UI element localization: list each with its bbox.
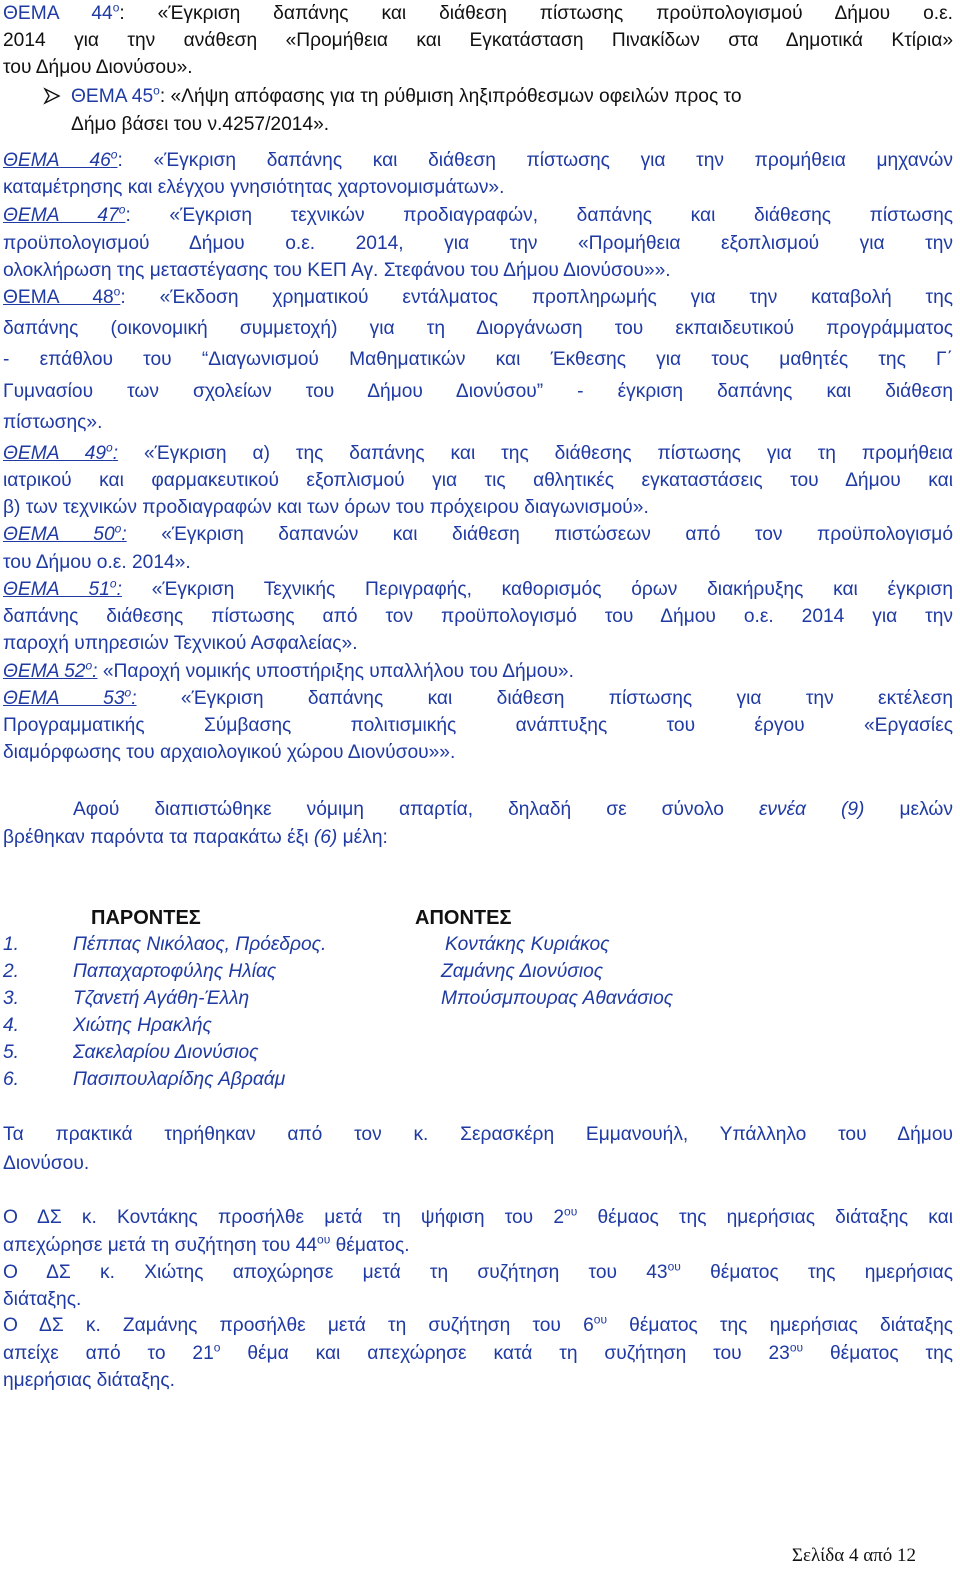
topic-48-text: : «Έκδοση χρηματικού εντάλματος προπληρωμής για την καταβολή της bbox=[120, 287, 953, 308]
topic-50-text: «Έγκριση δαπανών και διάθεση πιστώσεων από τον προϋπολογισμό bbox=[161, 524, 953, 545]
topic-46-line-2: καταμέτρησης και ελέγχου γνησιότητας χαρτονομισμάτων». bbox=[3, 177, 505, 198]
absent-item: Κοντάκης Κυριάκος bbox=[445, 934, 610, 955]
topic-50-line-1 bbox=[3, 523, 953, 547]
topic-50-label: ΘΕΜΑ $50^o$: bbox=[3, 521, 127, 545]
topic-48-line-2: δαπάνης (οικονομική συμμετοχή) για τη Διοργάνωση του εκπαιδευτικού προγράμματος bbox=[3, 318, 953, 339]
topic-53-text: «Έγκριση δαπάνης και διάθεση πίστωσης για την εκτέλεση bbox=[180, 688, 953, 709]
topic-53-line-3: διαμόρφωσης του αρχαιολογικού χώρου Διονύσου»». bbox=[3, 742, 456, 763]
topic-48-line-3: - επάθλου του “Διαγωνισμού Μαθηματικών και Έκθεσης για τους μαθητές της Γ΄ bbox=[3, 349, 953, 370]
page-number: Σελίδα 4 από 12 bbox=[791, 1545, 916, 1566]
topic-45-line-2: Δήμο βάσει του ν.4257/2014». bbox=[71, 114, 330, 135]
topic-49-line-1 bbox=[3, 442, 953, 466]
absent-header: ΑΠΟΝΤΕΣ bbox=[415, 907, 512, 929]
topic-44-line-1 bbox=[3, 2, 953, 26]
topic-44-label: ΘΕΜΑ $44^o$ bbox=[3, 0, 120, 24]
topic-47-line-2: προϋπολογισμού Δήμου ο.ε. 2014, για την «Προμήθεια εξοπλισμού για την bbox=[3, 233, 953, 254]
topic-52-label: ΘΕΜΑ $52^o$: bbox=[3, 658, 98, 682]
topic-44-line-2: 2014 για την ανάθεση «Προμήθεια και Εγκατάσταση Πινακίδων στα Δημοτικά Κτίρια» bbox=[3, 30, 953, 51]
note-1-line-2: απεχώρησε μετά τη συζήτηση του $44^{o\upsilon}$ θέματος. bbox=[3, 1232, 410, 1256]
note-1-line-1: Ο ΔΣ κ. Κοντάκης προσήλθε μετά τη ψήφιση του $2^{o\upsilon}$ θέμαος της ημερήσιας διάταξης και bbox=[3, 1204, 953, 1228]
topic-48-line-5: πίστωσης». bbox=[3, 412, 103, 433]
topic-47-line-3: ολοκλήρωση της μεταστέγασης του ΚΕΠ Αγ. Στεφάνου του Δήμου Διονύσου»». bbox=[3, 260, 671, 281]
topic-51-line-1 bbox=[3, 578, 953, 602]
topic-49-line-3: β) των τεχνικών προδιαγραφών και των όρων του πρόχειρου διαγωνισμού». bbox=[3, 497, 649, 518]
topic-51-text: «Έγκριση Τεχνικής Περιγραφής, καθορισμός όρων διακήρυξης και έγκριση bbox=[151, 579, 953, 600]
topic-52-line-1 bbox=[3, 660, 574, 684]
note-3-line-3: ημερήσιας διάταξης. bbox=[3, 1370, 175, 1391]
topic-46-label: ΘΕΜΑ $46^o$ bbox=[3, 147, 118, 171]
topic-48-line-4: Γυμνασίου των σχολείων του Δήμου Διονύσου” - έγκριση δαπάνης και διάθεση bbox=[3, 381, 953, 402]
minutes-line-2: Διονύσου. bbox=[3, 1153, 90, 1174]
absent-item: Ζαμάνης Διονύσιος bbox=[441, 961, 604, 982]
topic-47-line-1 bbox=[3, 204, 953, 228]
topic-45-label: ΘΕΜΑ $45^o$ bbox=[71, 83, 160, 107]
note-2-line-2: διάταξης. bbox=[3, 1289, 82, 1310]
topic-51-line-3: παροχή υπηρεσιών Τεχνικού Ασφαλείας». bbox=[3, 633, 358, 654]
topic-53-line-2: Προγραμματικής Σύμβασης πολιτισμικής ανάπτυξης του έργου «Εργασίες bbox=[3, 715, 953, 736]
topic-46-line-1 bbox=[3, 149, 953, 173]
note-2-line-1: Ο ΔΣ κ. Χιώτης αποχώρησε μετά τη συζήτηση του $43^{o\upsilon}$ θέματος της ημερήσιας bbox=[3, 1259, 953, 1283]
present-item: 4. Χιώτης Ηρακλής bbox=[3, 1015, 212, 1036]
topic-45-text: : «Λήψη απόφασης για τη ρύθμιση ληξιπρόθεσμων οφειλών προς το bbox=[159, 86, 742, 107]
minutes-line-1: Τα πρακτικά τηρήθηκαν από τον κ. Σερασκέρη Εμμανουήλ, Υπάλληλο του Δήμου bbox=[3, 1124, 953, 1145]
present-header: ΠΑΡΟΝΤΕΣ bbox=[91, 907, 201, 929]
topic-48-line-1 bbox=[3, 286, 953, 310]
topic-51-line-2: δαπάνης διάθεσης πίστωσης από τον προϋπολογισμό του Δήμου ο.ε. 2014 για την bbox=[3, 606, 953, 627]
note-3-line-2: απείχε από το $21^o$ θέμα και απεχώρησε κατά τη συζήτηση του $23^{o\upsilon}$ θέματος της bbox=[3, 1340, 953, 1364]
topic-47-label: ΘΕΜΑ $47^o$ bbox=[3, 202, 126, 226]
topic-45-line-1 bbox=[43, 85, 742, 109]
present-item: 2. Παπαχαρτοφύλης Ηλίας bbox=[3, 961, 277, 982]
note-3-line-1: Ο ΔΣ κ. Ζαμάνης προσήλθε μετά τη συζήτηση του $6^{o\upsilon}$ θέματος της ημερήσιας διάταξης bbox=[3, 1312, 953, 1336]
topic-49-label: ΘΕΜΑ $49^o$: bbox=[3, 440, 119, 464]
present-item: 6. Πασιπουλαρίδης Αβραάμ bbox=[3, 1069, 286, 1090]
topic-47-text: : «Έγκριση τεχνικών προδιαγραφών, δαπάνης και διάθεσης πίστωσης bbox=[125, 205, 953, 226]
arrow-bullet-icon bbox=[43, 85, 71, 109]
quorum-line-2: βρέθηκαν παρόντα τα παρακάτω έξι (6) μέλη: bbox=[3, 827, 388, 848]
topic-52-text: «Παροχή νομικής υποστήριξης υπαλλήλου του Δήμου». bbox=[102, 661, 574, 682]
topic-44-text: : «Έγκριση δαπάνης και διάθεση πίστωσης προϋπολογισμού Δήμου ο.ε. bbox=[119, 3, 953, 24]
quorum-present-count: (6) bbox=[313, 827, 338, 848]
present-item: 1. Πέππας Νικόλαος, Πρόεδρος. bbox=[3, 934, 327, 955]
topic-48-label: ΘΕΜΑ $48^o$ bbox=[3, 284, 121, 308]
topic-44-line-3: του Δήμου Διονύσου». bbox=[3, 57, 193, 78]
quorum-line-1: Αφού διαπιστώθηκε νόμιμη απαρτία, δηλαδή σε σύνολο εννέα (9) μελών bbox=[73, 799, 953, 820]
present-item: 3. Τζανετή Αγάθη-Έλλη bbox=[3, 988, 250, 1009]
topic-53-line-1 bbox=[3, 687, 953, 711]
topic-53-label: ΘΕΜΑ $53^o$: bbox=[3, 685, 137, 709]
absent-item: Μπούσμπουρας Αθανάσιος bbox=[441, 988, 674, 1009]
topic-51-label: ΘΕΜΑ $51^o$: bbox=[3, 576, 122, 600]
quorum-total: εννέα (9) bbox=[758, 799, 865, 820]
topic-49-line-2: ιατρικού και φαρμακευτικού εξοπλισμού για τις αθλητικές εγκαταστάσεις του Δήμου και bbox=[3, 470, 953, 491]
topic-46-text: : «Έγκριση δαπάνης και διάθεση πίστωσης για την προμήθεια μηχανών bbox=[117, 150, 953, 171]
topic-49-text: «Έγκριση α) της δαπάνης και της διάθεσης πίστωσης για τη προμήθεια bbox=[144, 443, 953, 464]
present-item: 5. Σακελαρίου Διονύσιος bbox=[3, 1042, 259, 1063]
topic-50-line-2: του Δήμου ο.ε. 2014». bbox=[3, 552, 191, 573]
